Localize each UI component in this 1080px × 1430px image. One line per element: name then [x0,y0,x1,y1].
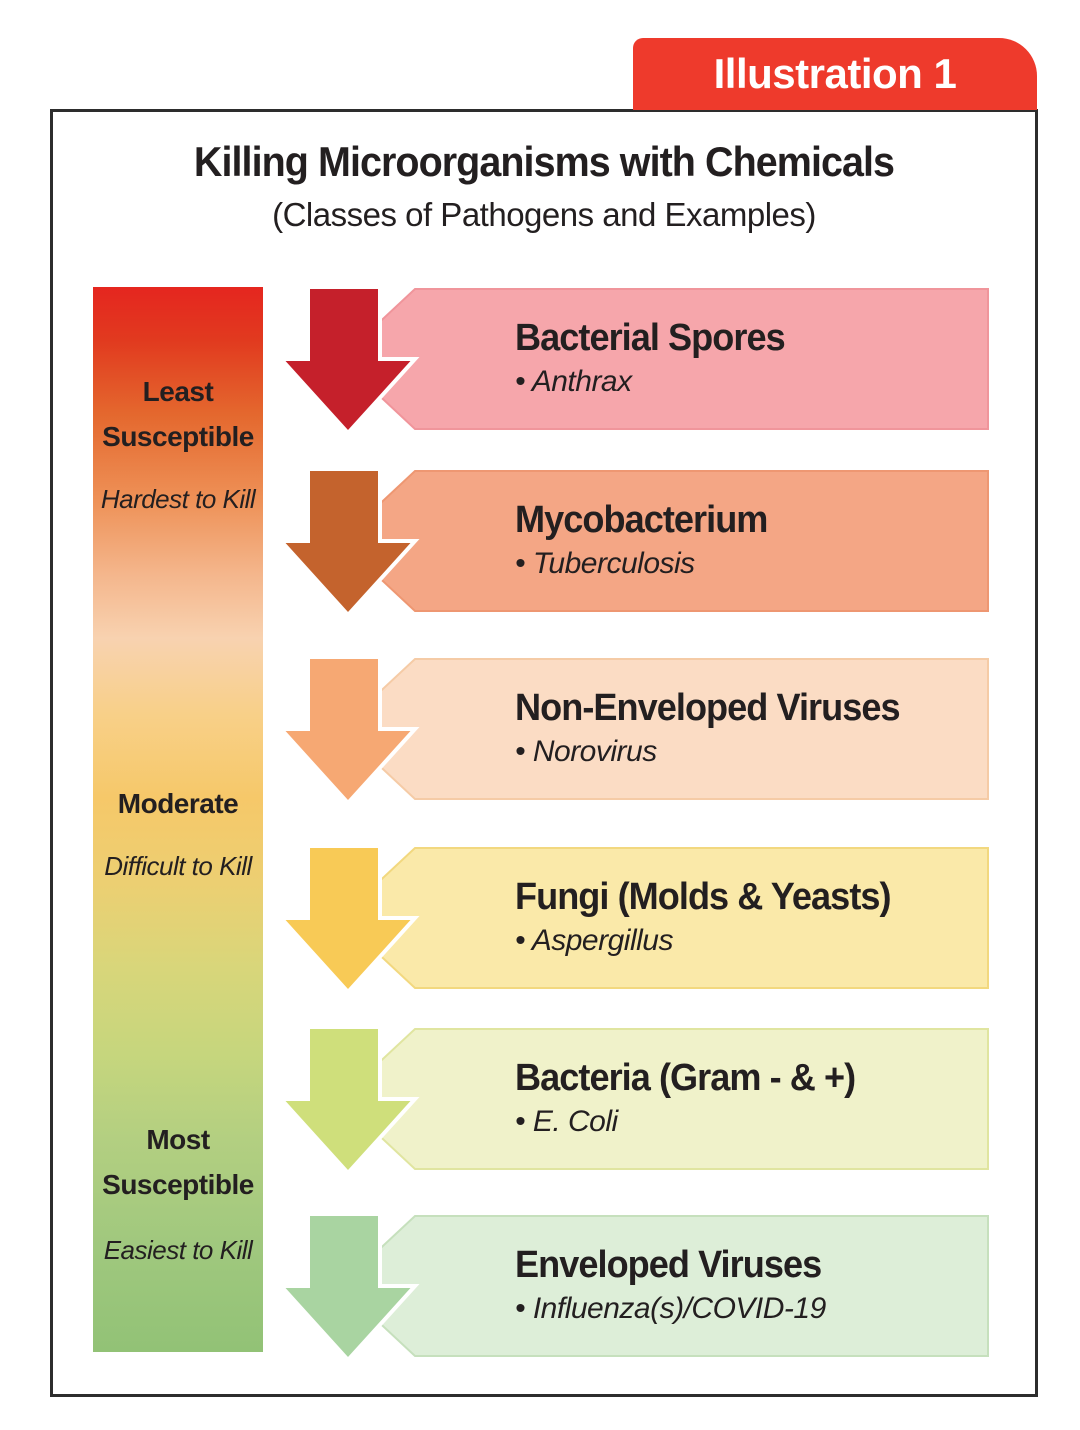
pathogen-row-bacterial-spores [281,285,991,435]
page-subtitle: (Classes of Pathogens and Examples) [272,196,816,233]
row-text [515,289,799,429]
page-title: Killing Microorganisms with Chemicals [193,138,895,185]
scale-label-line: Moderate [117,788,239,819]
scale-label-line: Susceptible [102,1169,254,1200]
pathogen-class-title: Bacterial Spores [515,317,785,360]
pathogen-class-title: Fungi (Molds & Yeasts) [515,876,891,919]
row-text [515,848,910,988]
scale-label-line: Most [146,1124,210,1155]
scale-note-hardest-to-kill: Hardest to Kill [100,484,256,514]
scale-note-difficult-to-kill: Difficult to Kill [104,851,252,881]
pathogen-class-title: Enveloped Viruses [515,1244,822,1287]
row-text [515,1029,873,1169]
scale-note-easiest-to-kill: Easiest to Kill [103,1235,253,1265]
row-text [515,471,781,611]
pathogen-example: • Tuberculosis [515,546,695,580]
pathogen-row-mycobacterium [281,467,991,617]
illustration-badge-label: Illustration 1 [713,50,957,97]
pathogen-row-non-enveloped-viruses [281,655,991,805]
scale-label-least-susceptible [93,369,263,459]
row-text [515,659,920,799]
pathogen-example: • Norovirus [515,734,657,768]
scale-label-line: Least [142,376,214,407]
scale-label-most-susceptible [93,1117,263,1207]
pathogen-class-title: Bacteria (Gram - & +) [515,1057,856,1100]
pathogen-row-enveloped-viruses [281,1212,991,1362]
pathogen-example: • Influenza(s)/COVID-19 [515,1291,826,1325]
scale-label-line: Susceptible [102,421,254,452]
illustration-badge [633,38,1037,110]
scale-label-moderate [93,781,263,826]
pathogen-row-bacteria [281,1025,991,1175]
row-text [515,1216,837,1356]
pathogen-example: • Aspergillus [515,923,673,957]
pathogen-class-title: Mycobacterium [515,499,768,542]
pathogen-example: • E. Coli [515,1104,618,1138]
pathogen-example: • Anthrax [515,364,632,398]
pathogen-row-fungi [281,844,991,994]
pathogen-class-title: Non-Enveloped Viruses [515,687,900,730]
